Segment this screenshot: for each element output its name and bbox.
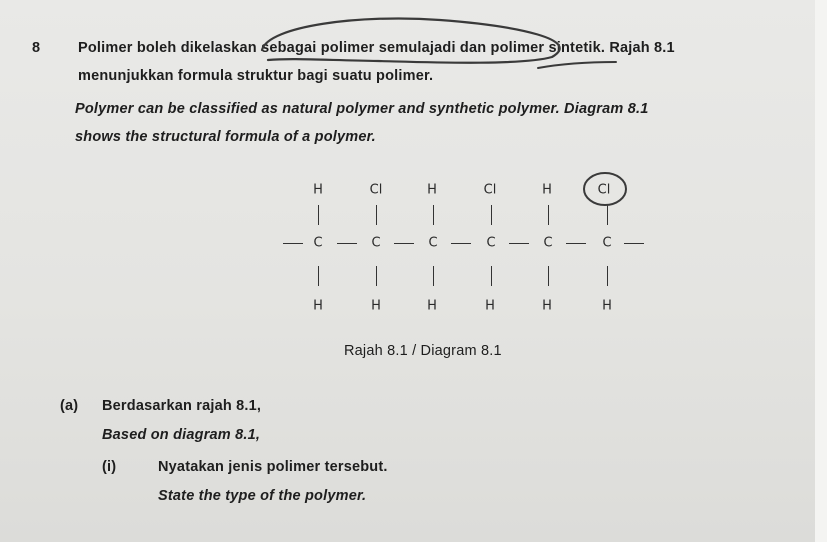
- chain-carbon-4: C: [486, 235, 496, 251]
- bond-chain-end: [624, 243, 644, 244]
- bond-chain-3: [451, 243, 471, 244]
- bond-upper-4: [491, 205, 492, 225]
- chain-carbon-6: C: [602, 235, 612, 251]
- bottom-atom-3: H: [427, 298, 437, 314]
- chain-carbon-1: C: [313, 235, 323, 251]
- bottom-atom-1: H: [313, 298, 323, 314]
- diagram-caption: Rajah 8.1 / Diagram 8.1: [344, 343, 502, 359]
- chain-carbon-2: C: [371, 235, 381, 251]
- bond-lower-4: [491, 266, 492, 286]
- bottom-atom-5: H: [542, 298, 552, 314]
- chain-carbon-3: C: [428, 235, 438, 251]
- top-atom-1: H: [313, 182, 323, 198]
- bottom-atom-6: H: [602, 298, 612, 314]
- top-atom-3: H: [427, 182, 437, 198]
- bottom-atom-2: H: [371, 298, 381, 314]
- bond-chain-4: [509, 243, 529, 244]
- bond-chain-5: [566, 243, 586, 244]
- bond-upper-6: [607, 205, 608, 225]
- part-a-label: (a): [60, 398, 79, 414]
- chain-carbon-5: C: [543, 235, 553, 251]
- stem-ms-line-1: Polimer boleh dikelaskan sebagai polimer semulajadi dan polimer sintetik. Rajah 8.1: [78, 40, 675, 56]
- part-a-text-en: Based on diagram 8.1,: [102, 427, 261, 443]
- bond-upper-1: [318, 205, 319, 225]
- bond-upper-5: [548, 205, 549, 225]
- page-edge: [815, 0, 827, 542]
- bond-lower-3: [433, 266, 434, 286]
- bond-upper-2: [376, 205, 377, 225]
- bond-lower-6: [607, 266, 608, 286]
- part-i-text-ms: Nyatakan jenis polimer tersebut.: [158, 459, 388, 475]
- bond-lower-1: [318, 266, 319, 286]
- part-i-text-en: State the type of the polymer.: [158, 488, 367, 504]
- bond-chain-start: [283, 243, 303, 244]
- stem-ms-line-2: menunjukkan formula struktur bagi suatu polimer.: [78, 68, 434, 84]
- top-atom-6: Cl: [597, 182, 611, 198]
- bond-upper-3: [433, 205, 434, 225]
- question-number: 8: [32, 40, 41, 56]
- bond-chain-2: [394, 243, 414, 244]
- bond-lower-2: [376, 266, 377, 286]
- top-atom-2: Cl: [369, 182, 383, 198]
- top-atom-5: H: [542, 182, 552, 198]
- pen-underline-stroke: [538, 62, 616, 68]
- stem-en-line-1: Polymer can be classified as natural polymer and synthetic polymer. Diagram 8.1: [75, 101, 649, 117]
- top-atom-4: Cl: [483, 182, 497, 198]
- bottom-atom-4: H: [485, 298, 495, 314]
- bond-chain-1: [337, 243, 357, 244]
- part-a-text-ms: Berdasarkan rajah 8.1,: [102, 398, 262, 414]
- stem-en-line-2: shows the structural formula of a polymer.: [75, 129, 376, 145]
- part-i-label: (i): [102, 459, 117, 475]
- bond-lower-5: [548, 266, 549, 286]
